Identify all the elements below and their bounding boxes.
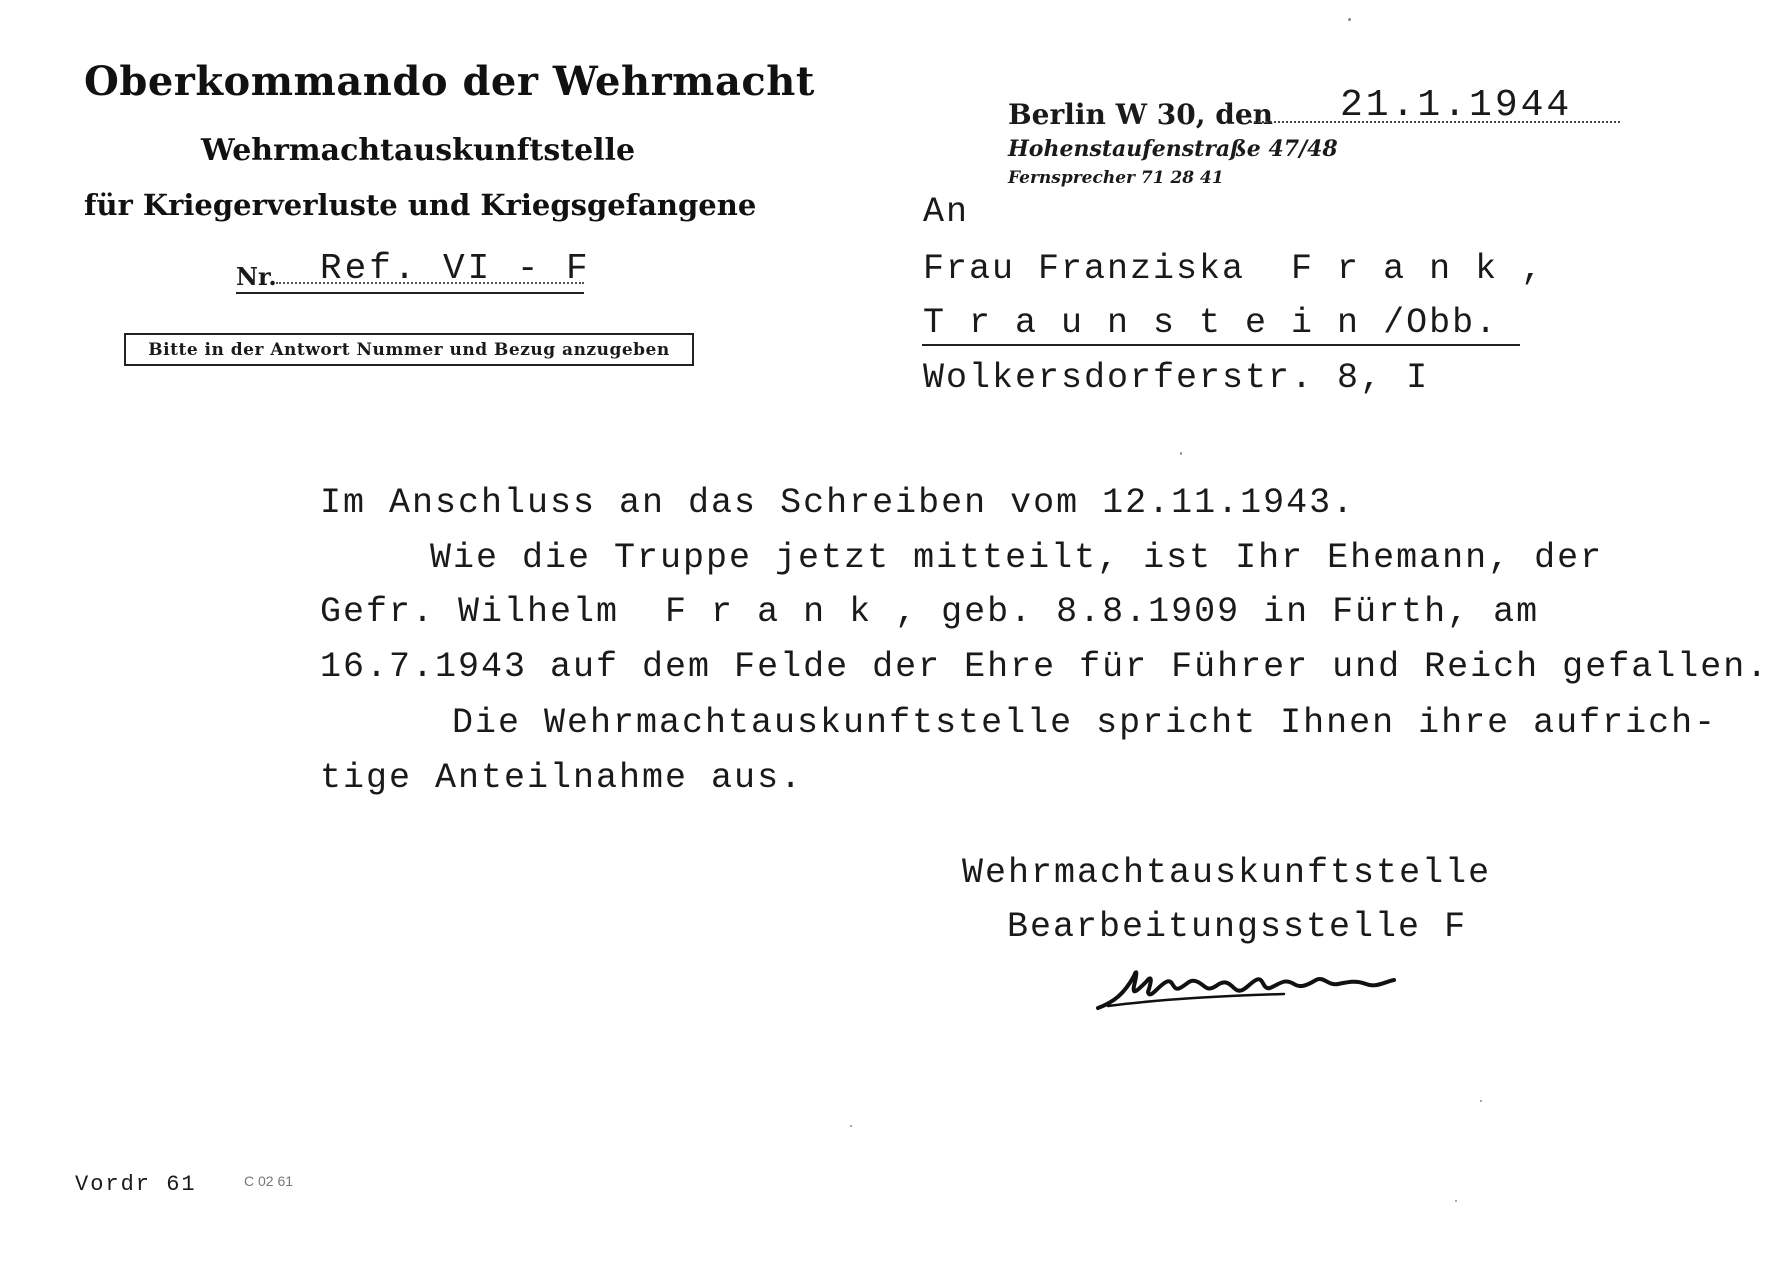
recipient-salutation: An: [923, 192, 970, 232]
letterhead-department: Wehrmachtauskunftstelle: [200, 133, 636, 168]
signature-office: Wehrmachtauskunftstelle: [962, 853, 1492, 893]
recipient-city-underline: [922, 344, 1520, 346]
letterhead-title: Oberkommando der Wehrmacht: [84, 58, 815, 105]
form-number: Vordr 61: [75, 1172, 197, 1197]
reply-hint-box: [124, 333, 694, 366]
form-code: C 02 61: [244, 1173, 294, 1189]
scan-speck: [1480, 1100, 1482, 1102]
recipient-city: T r a u n s t e i n /Obb.: [923, 303, 1499, 343]
body-line-1: Im Anschluss an das Schreiben vom 12.11.1943.: [320, 483, 1356, 523]
scan-speck: [1180, 452, 1182, 455]
reference-number: Ref. VI - F: [320, 248, 591, 289]
handwritten-signature: [1094, 956, 1424, 1016]
body-line-4: 16.7.1943 auf dem Felde der Ehre für Führer und Reich gefallen.: [320, 647, 1770, 687]
reference-label: Nr.: [236, 262, 277, 291]
sender-street: Hohenstaufenstraße 47/48: [1008, 136, 1338, 162]
letter-date: 21.1.1944: [1340, 84, 1573, 127]
sender-phone: Fernsprecher 71 28 41: [1008, 168, 1224, 188]
body-line-3: Gefr. Wilhelm F r a n k , geb. 8.8.1909 in Fürth, am: [320, 592, 1540, 632]
body-line-5: Die Wehrmachtauskunftstelle spricht Ihnen ihre aufrich-: [452, 703, 1718, 743]
body-line-2: Wie die Truppe jetzt mitteilt, ist Ihr Ehemann, der: [430, 538, 1604, 578]
scan-speck: [850, 1125, 852, 1127]
recipient-street: Wolkersdorferstr. 8, I: [923, 358, 1430, 398]
place-label: Berlin W 30, den: [1008, 98, 1274, 131]
reply-hint-text: Bitte in der Antwort Nummer und Bezug anzugeben: [148, 339, 670, 360]
scan-speck: [1348, 18, 1351, 21]
letterhead-subtitle: für Kriegerverluste und Kriegsgefangene: [84, 188, 757, 222]
body-line-6: tige Anteilnahme aus.: [320, 758, 804, 798]
reference-underline: [236, 292, 584, 294]
signature-unit: Bearbeitungsstelle F: [1007, 907, 1468, 947]
recipient-name: Frau Franziska F r a n k ,: [923, 249, 1545, 289]
scan-speck: [1455, 1200, 1457, 1202]
